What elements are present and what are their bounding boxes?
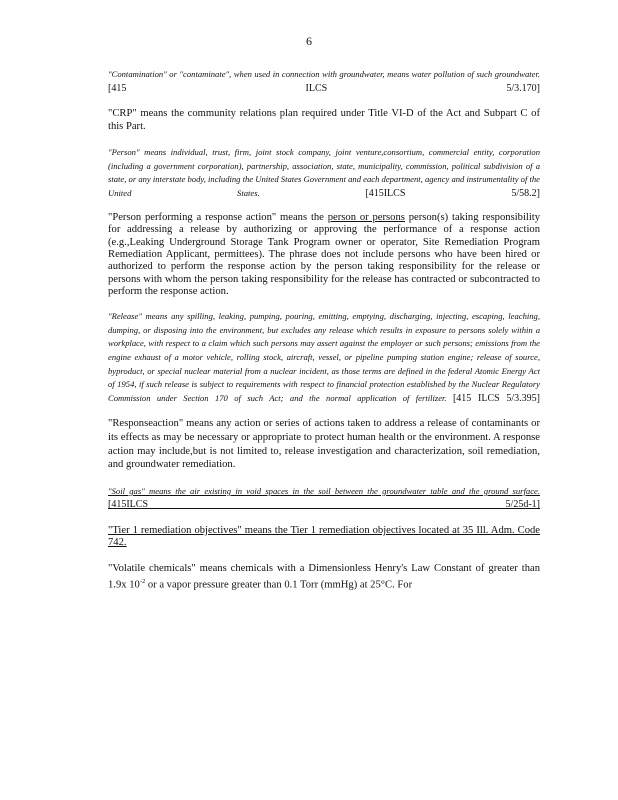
page-number: 6: [306, 34, 312, 48]
definition-person: [108, 146, 540, 200]
definition-text-start: "Volatile chemicals" means chemicals with a Dimensionless Henry's Law Constant of greater than 1.9x 10: [108, 562, 540, 591]
definition-text: "Tier 1 remediation objectives" means the Tier 1 remediation objectives located at 35 Ill. Adm. Code 742.: [108, 524, 540, 549]
definition-volatile-chemicals: [108, 563, 540, 592]
citation: [415 ILCS 5/3.395]: [452, 392, 540, 404]
citation: [415ILCS 5/25d-1]: [108, 499, 540, 511]
definition-text: "Soil gas" means the air existing in void spaces in the soil between the groundwater table and the ground surface.: [108, 485, 540, 496]
definition-text: "Contamination" or "contaminate", when used in connection with groundwater, means water pollution of such groundwater.: [108, 69, 540, 79]
definition-response-action: [108, 417, 540, 471]
definition-release: [108, 310, 540, 405]
definition-text: "Person" means individual, trust, firm, joint stock company, joint venture,consortium, commercial entity, corporation (including a government corporation), partnership, association, state, municipality, commission, political subdivision of a state, or any interstate body, including the United States Government and each department, agency and instrumentality of the United States.: [108, 147, 540, 198]
definition-text: "Release" means any spilling, leaking, pumping, pouring, emitting, emptying, discharging, injecting, escaping, leaching, dumping, or disposing into the environment, but excludes any release which results in exposure to persons solely within a workplace, with respect to a claim which such persons may assert against the employer or such persons; emissions from the engine exhaust of a motor vehicle, rolling stock, aircraft, vessel, or pipeline pumping station engine; release of source, byproduct, or special nuclear material from a nuclear incident, as those terms are defined in the federal Atomic Energy Act of 1954, if such release is subject to requirements with respect to financial protection established by the Nuclear Regulatory Commission under Section 170 of such Act; and the normal application of fertilizer.: [108, 311, 540, 403]
definition-person-performing-response-action: [108, 212, 540, 298]
definition-contamination: [108, 68, 540, 95]
definition-text-end: or a vapor pressure greater than 0.1 Torr (mmHg) at 25°C. For: [145, 579, 413, 591]
definition-crp: [108, 108, 540, 133]
definition-text-start: "Person performing a response action" means the: [108, 212, 328, 224]
definition-text: "Responseaction" means any action or series of actions taken to address a release of contaminants or its effects as may be necessary or appropriate to protect human health or the environment. A response action may include,but is not limited to, release investigation and characterization, soil remediation, and groundwater remediation.: [108, 418, 540, 471]
citation: [415ILCS 5/58.2]: [365, 187, 541, 199]
definition-soil-gas: [108, 485, 540, 512]
definitions-list: [108, 68, 540, 592]
underlined-insertion: person or persons: [327, 212, 405, 224]
exponent: -2: [139, 577, 146, 585]
definition-text: "CRP" means the community relations plan required under Title VI-D of the Act and Subpart C of this Part.: [108, 108, 540, 132]
definition-text-end: person(s) taking responsibility for addressing a release by authorizing or approving the performance of a response action (e.g.,Leaking Underground Storage Tank Program owner or operator, Site Remediation Program Remediation Applicant, permittees). The phrase does not include persons who have been hired or authorized to perform the response action by the person taking responsibility for the release or persons with whom the person taking responsibility for the release has contracted or subcontracted to perform the response action.: [108, 212, 541, 297]
citation: [415 ILCS 5/3.170]: [108, 82, 540, 94]
definition-tier-1-remediation-objectives: [108, 525, 540, 550]
